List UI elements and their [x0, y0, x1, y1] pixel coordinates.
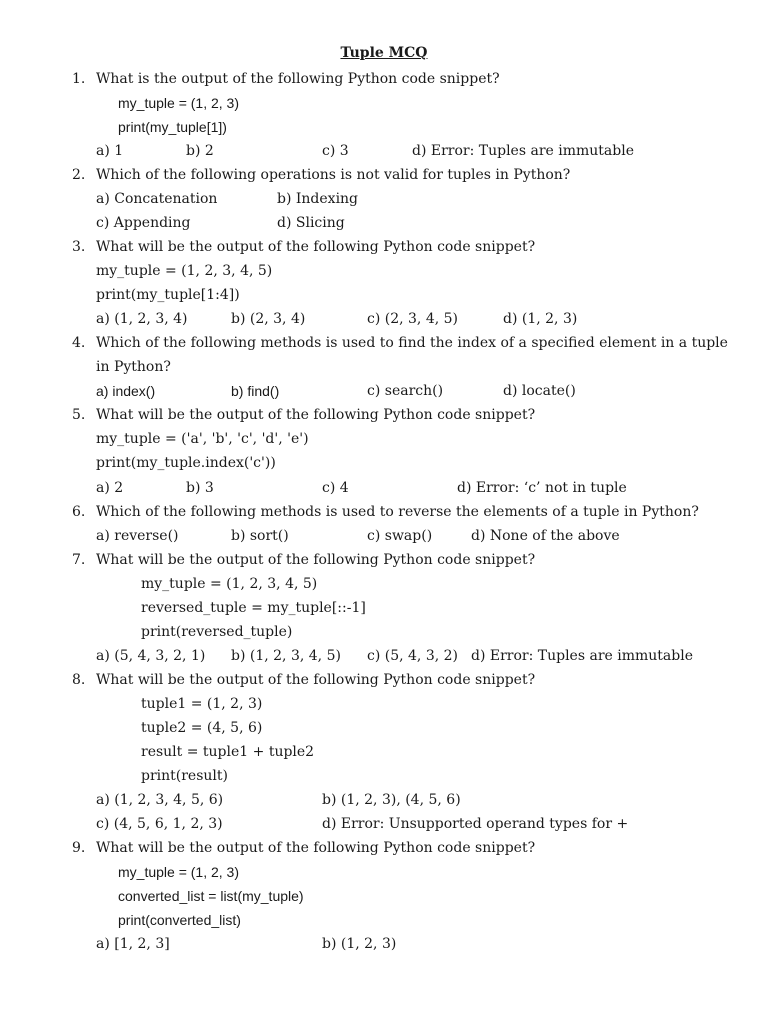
question-number: 7.	[72, 552, 86, 568]
question-text: What will be the output of the following Python code snippet?	[96, 407, 536, 423]
option-d: d) Slicing	[277, 215, 345, 231]
code-line: my_tuple = (1, 2, 3)	[118, 95, 240, 111]
code-line: print(my_tuple.index('c'))	[96, 455, 276, 471]
question-text: What will be the output of the following Python code snippet?	[96, 840, 536, 856]
question-text: Which of the following methods is used to reverse the elements of a tuple in Python?	[96, 504, 699, 520]
option-a: a) (5, 4, 3, 2, 1)	[96, 648, 206, 664]
code-line: print(my_tuple[1])	[118, 119, 227, 135]
option-c: c) 4	[322, 480, 349, 496]
option-c: c) (5, 4, 3, 2)	[367, 648, 459, 664]
code-line: my_tuple = ('a', 'b', 'c', 'd', 'e')	[96, 431, 309, 447]
option-b: b) (1, 2, 3, 4, 5)	[231, 648, 341, 664]
option-d: d) (1, 2, 3)	[503, 311, 578, 327]
option-a: a) 1	[96, 143, 124, 159]
question-text: What will be the output of the following Python code snippet?	[96, 672, 536, 688]
option-d: d) Error: ‘c’ not in tuple	[457, 480, 627, 496]
option-d: d) locate()	[503, 383, 576, 399]
question-number: 8.	[72, 672, 86, 688]
code-line: print(my_tuple[1:4])	[96, 287, 240, 303]
question-text: Which of the following operations is not valid for tuples in Python?	[96, 167, 571, 183]
question-text: What will be the output of the following Python code snippet?	[96, 239, 536, 255]
option-b: b) (1, 2, 3)	[322, 936, 397, 952]
option-b: b) find()	[231, 383, 280, 399]
question-number: 5.	[72, 407, 86, 423]
option-c: c) Appending	[96, 215, 191, 231]
option-b: b) (2, 3, 4)	[231, 311, 306, 327]
code-line: converted_list = list(my_tuple)	[118, 888, 304, 904]
option-a: a) [1, 2, 3]	[96, 936, 170, 952]
option-b: b) sort()	[231, 528, 289, 544]
code-line: reversed_tuple = my_tuple[::-1]	[141, 600, 366, 616]
question-text-continued: in Python?	[96, 359, 171, 375]
code-line: print(converted_list)	[118, 912, 241, 928]
option-a: a) (1, 2, 3, 4)	[96, 311, 188, 327]
option-d: d) None of the above	[471, 528, 620, 544]
option-b: b) 2	[186, 143, 214, 159]
option-a: a) (1, 2, 3, 4, 5, 6)	[96, 792, 224, 808]
option-b: b) Indexing	[277, 191, 359, 207]
code-line: my_tuple = (1, 2, 3, 4, 5)	[96, 263, 273, 279]
option-d: d) Error: Tuples are immutable	[471, 648, 693, 664]
question-number: 6.	[72, 504, 86, 520]
page-title: Tuple MCQ	[340, 45, 428, 61]
question-number: 9.	[72, 840, 86, 856]
question-text: What is the output of the following Python code snippet?	[96, 71, 500, 87]
option-d: d) Error: Tuples are immutable	[412, 143, 634, 159]
code-line: result = tuple1 + tuple2	[141, 744, 315, 760]
question-number: 3.	[72, 239, 86, 255]
option-c: c) swap()	[367, 528, 433, 544]
option-a: a) index()	[96, 383, 156, 399]
question-text: Which of the following methods is used to find the index of a specified element in a tuple	[96, 335, 728, 351]
option-b: b) 3	[186, 480, 214, 496]
question-number: 1.	[72, 71, 86, 87]
code-line: my_tuple = (1, 2, 3)	[118, 864, 240, 880]
question-number: 4.	[72, 335, 86, 351]
code-line: my_tuple = (1, 2, 3, 4, 5)	[141, 576, 318, 592]
option-c: c) 3	[322, 143, 349, 159]
option-d: d) Error: Unsupported operand types for +	[322, 816, 629, 832]
option-a: a) reverse()	[96, 528, 179, 544]
option-c: c) search()	[367, 383, 444, 399]
question-text: What will be the output of the following Python code snippet?	[96, 552, 536, 568]
option-b: b) (1, 2, 3), (4, 5, 6)	[322, 792, 461, 808]
code-line: tuple1 = (1, 2, 3)	[141, 696, 263, 712]
code-line: print(result)	[141, 768, 228, 784]
option-c: c) (2, 3, 4, 5)	[367, 311, 459, 327]
option-c: c) (4, 5, 6, 1, 2, 3)	[96, 816, 223, 832]
question-number: 2.	[72, 167, 86, 183]
option-a: a) Concatenation	[96, 191, 218, 207]
code-line: print(reversed_tuple)	[141, 624, 293, 640]
option-a: a) 2	[96, 480, 124, 496]
code-line: tuple2 = (4, 5, 6)	[141, 720, 263, 736]
